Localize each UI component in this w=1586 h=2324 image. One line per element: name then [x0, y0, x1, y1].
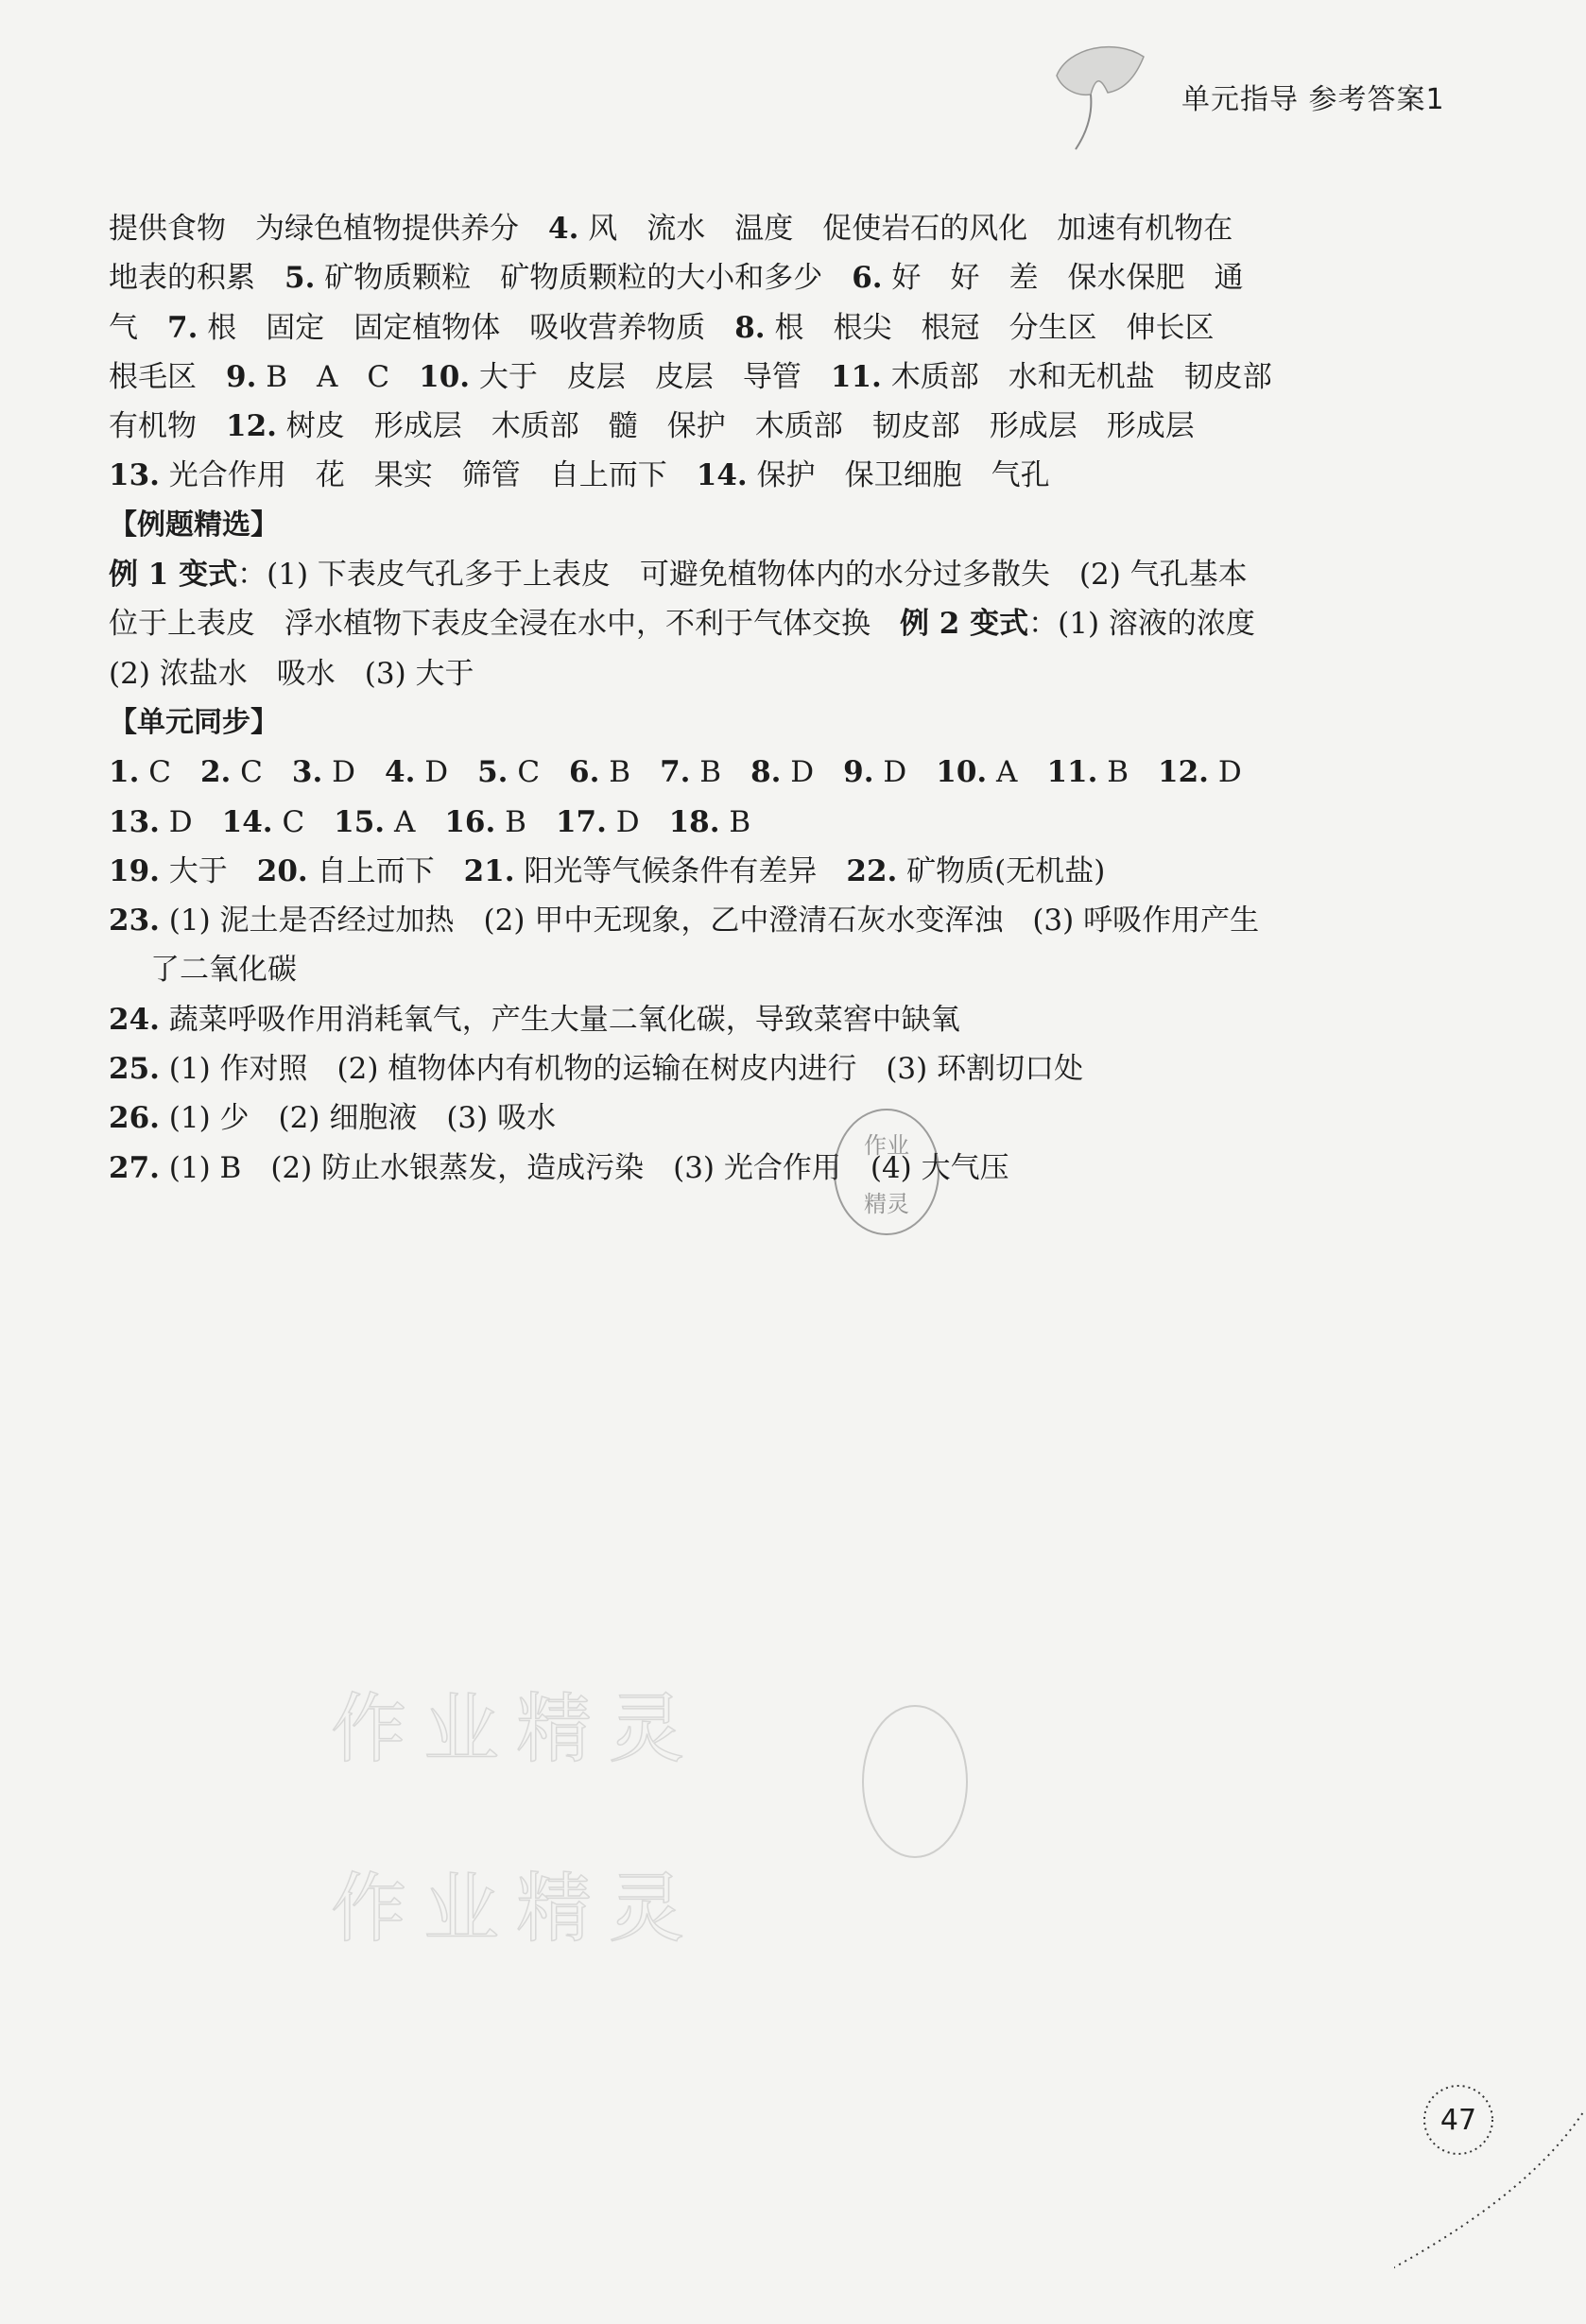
answer-line: 13. D 14. C 15. A 16. B 17. D 18. B — [109, 804, 751, 839]
page-header — [1049, 38, 1503, 151]
text-line: 根毛区 9. B A C 10. 大于 皮层 皮层 导管 11. 木质部 水和无机盐 韧皮部 — [109, 359, 1272, 394]
watermark: 作业精灵 — [331, 1685, 701, 1773]
answer-line: 19. 大于 20. 自上而下 21. 阳光等气候条件有差异 22. 矿物质(无机盐) — [109, 853, 1106, 888]
example-line: 例 1 变式：(1) 下表皮气孔多于上表皮 可避免植物体内的水分过多散失 (2) 气孔基本 — [109, 558, 1248, 593]
text-line: 13. 光合作用 花 果实 筛管 自上而下 14. 保护 保卫细胞 气孔 — [109, 458, 1050, 493]
text-line: 气 7. 根 固定 固定植物体 吸收营养物质 8. 根 根尖 根冠 分生区 伸长区 — [109, 310, 1215, 345]
ginkgo-leaf-icon — [1049, 38, 1153, 151]
page-number-area — [1394, 2046, 1583, 2324]
answer-line: 25. (1) 作对照 (2) 植物体内有机物的运输在树皮内进行 (3) 环割切口处 — [109, 1052, 1084, 1087]
text-line: 有机物 12. 树皮 形成层 木质部 髓 保护 木质部 韧皮部 形成层 形成层 — [109, 409, 1195, 444]
svg-text:精灵: 精灵 — [864, 1191, 909, 1217]
faint-stamp-icon — [858, 1701, 972, 1862]
section-heading-unit-sync: 【单元同步】 — [109, 705, 279, 739]
page-number: 47 — [1439, 2103, 1477, 2137]
stamp-seal-icon — [830, 1106, 943, 1238]
answer-line: 了二氧化碳 — [150, 953, 297, 988]
text-line: 地表的积累 5. 矿物质颗粒 矿物质颗粒的大小和多少 6. 好 好 差 保水保肥 通 — [109, 261, 1244, 296]
example-line: (2) 浓盐水 吸水 (3) 大于 — [109, 656, 474, 691]
watermark: 作业精灵 — [331, 1865, 701, 1953]
header-title: 单元指导 参考答案1 — [1181, 83, 1445, 116]
answer-content — [109, 204, 1404, 1193]
text-line: 提供食物 为绿色植物提供养分 4. 风 流水 温度 促使岩石的风化 加速有机物在 — [109, 212, 1233, 246]
answer-line: 23. (1) 泥土是否经过加热 (2) 甲中无现象，乙中澄清石灰水变浑浊 (3) 呼吸作用产生 — [109, 904, 1260, 938]
answer-line: 27. (1) B (2) 防止水银蒸发，造成污染 (3) 光合作用 (4) 大气压 — [109, 1150, 1009, 1185]
svg-text:作业: 作业 — [864, 1132, 909, 1159]
answer-line: 1. C 2. C 3. D 4. D 5. C 6. B 7. B 8. D 9. D 10. A 11. B 12. D — [109, 755, 1242, 790]
answer-line: 24. 蔬菜呼吸作用消耗氧气，产生大量二氧化碳，导致菜窖中缺氧 — [109, 1002, 960, 1037]
section-heading-examples: 【例题精选】 — [109, 508, 279, 542]
example-line: 位于上表皮 浮水植物下表皮全浸在水中，不利于气体交换 例 2 变式：(1) 溶液的浓度 — [109, 607, 1255, 642]
answer-line: 26. (1) 少 (2) 细胞液 (3) 吸水 — [109, 1101, 557, 1136]
